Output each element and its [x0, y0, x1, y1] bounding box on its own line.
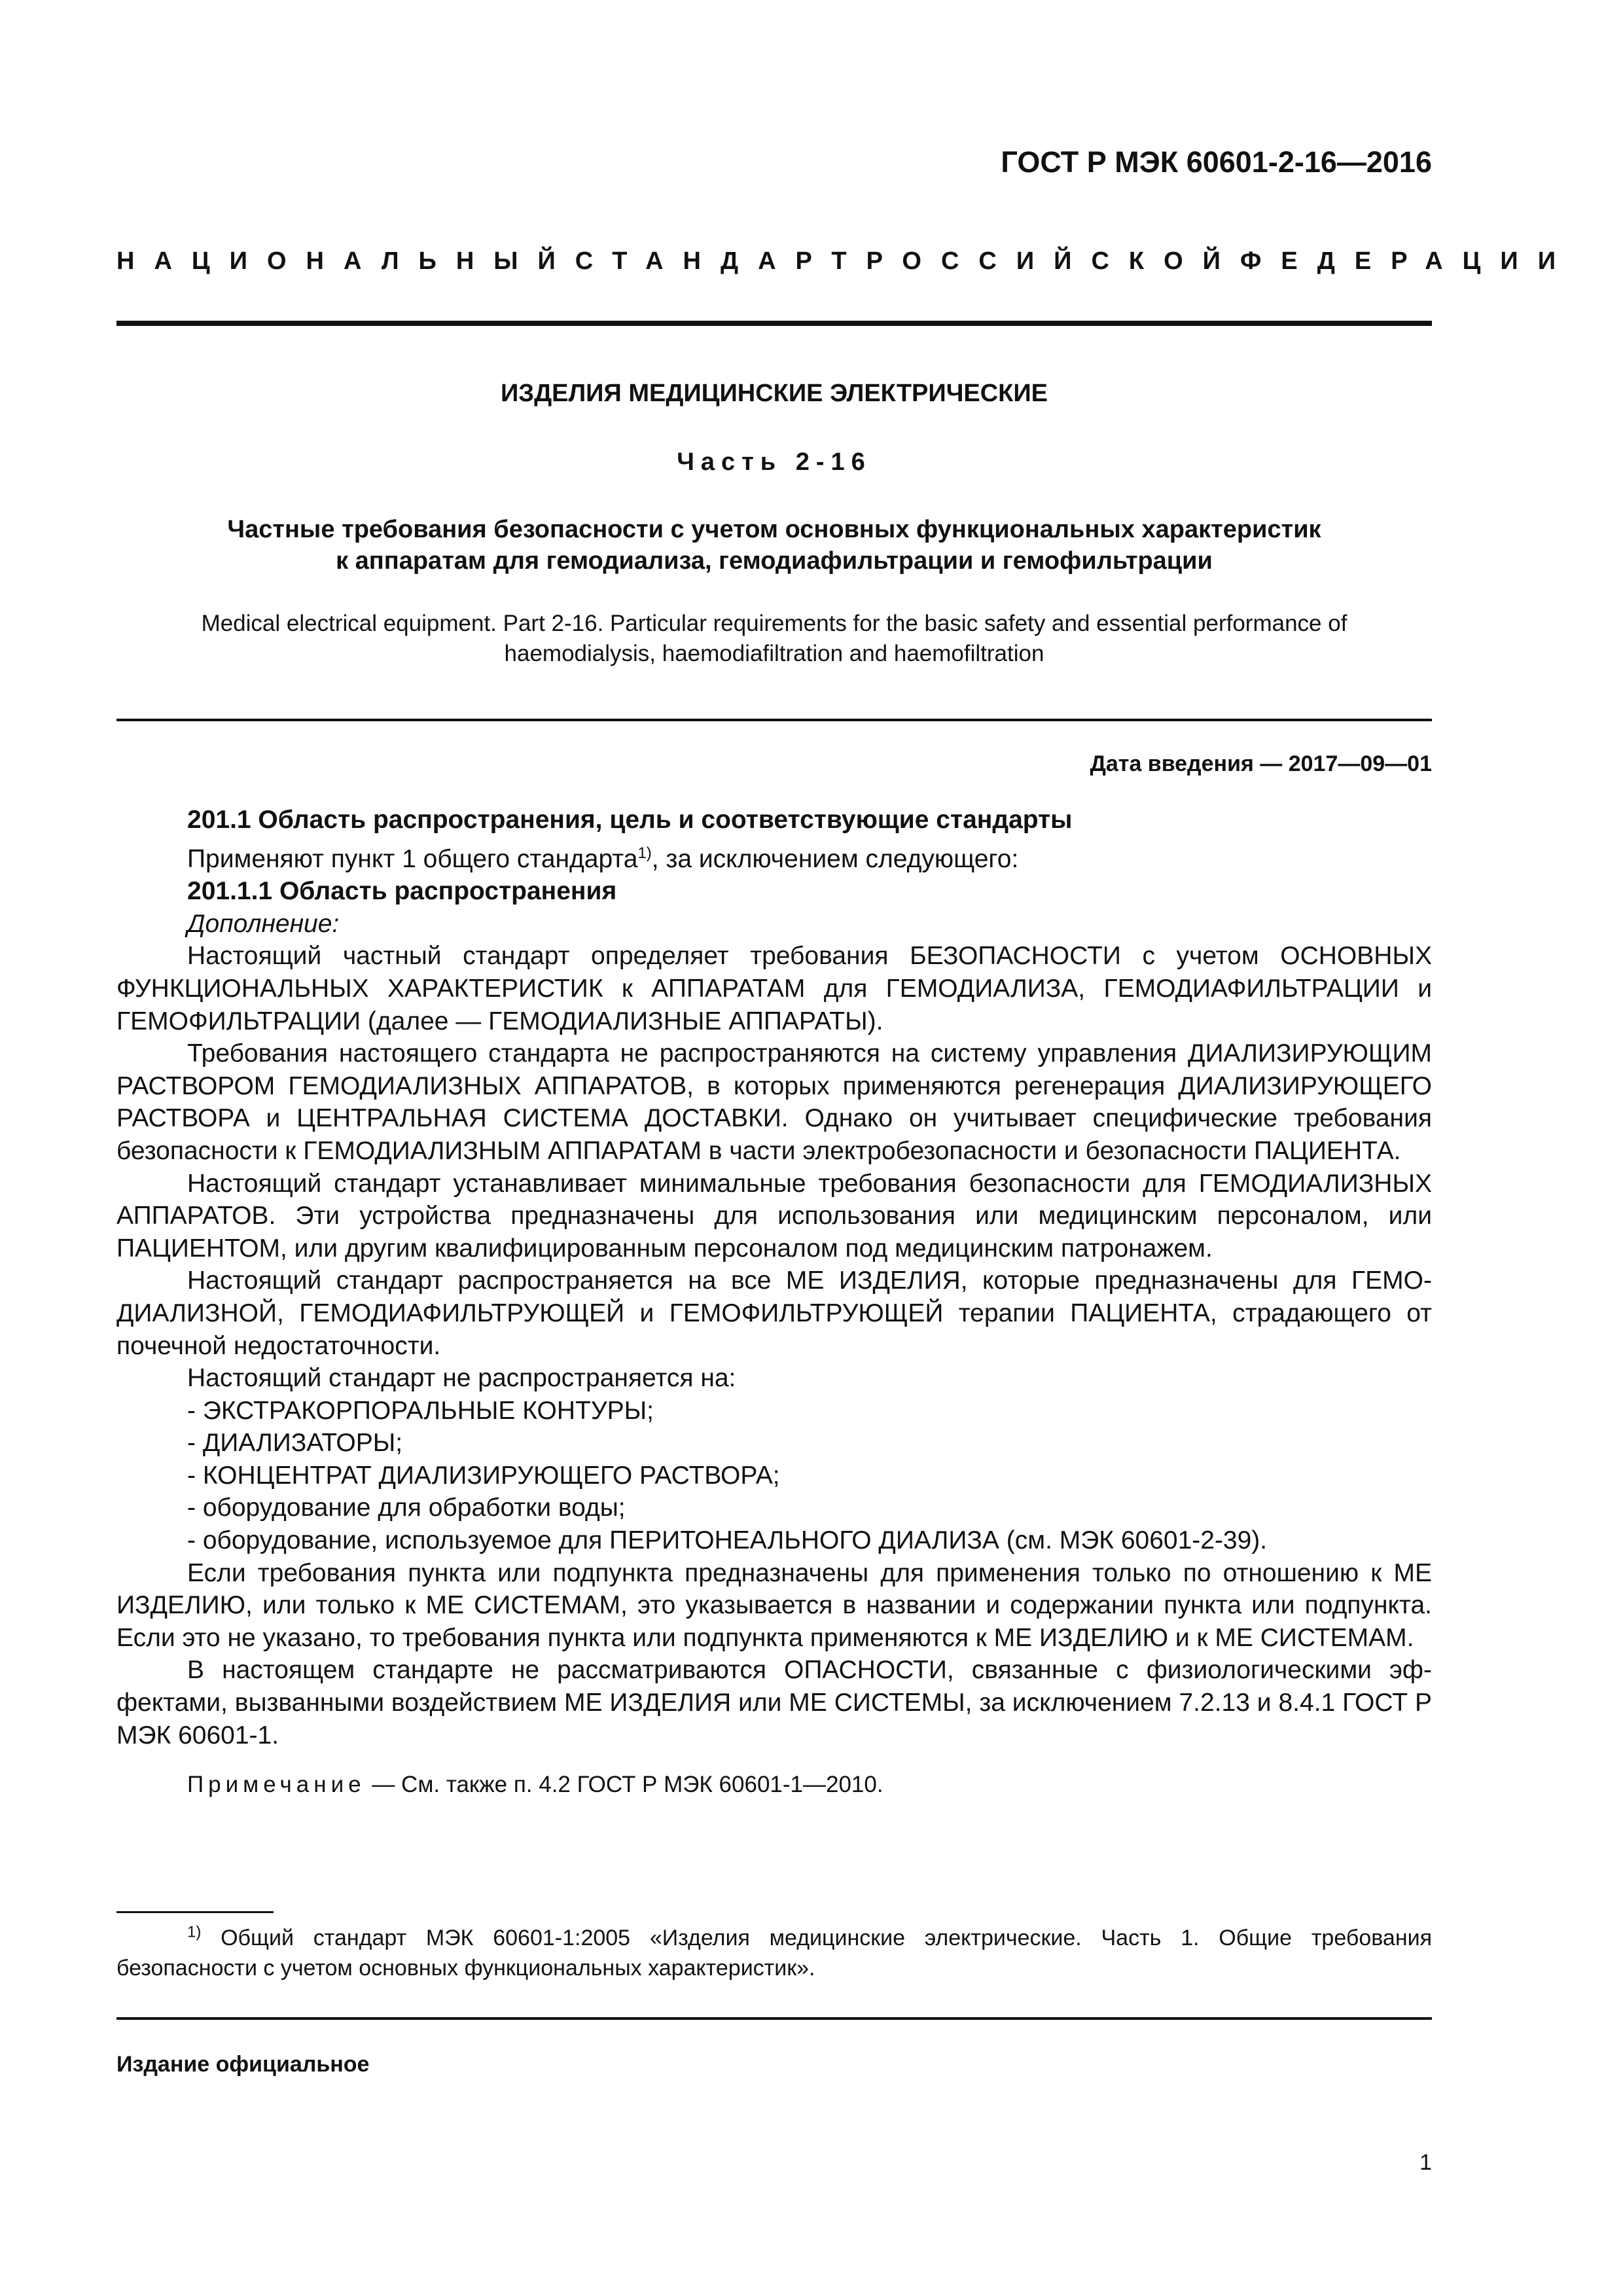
- note-label: Примечание: [187, 1772, 366, 1798]
- list-item: - ДИАЛИЗАТОРЫ;: [187, 1429, 403, 1458]
- document-title: ИЗДЕЛИЯ МЕДИЦИНСКИЕ ЭЛЕКТРИЧЕСКИЕ: [500, 380, 1048, 407]
- paragraph: Если требования пункта или подпункта предназначены для применения только по отношению к МЕ ИЗДЕЛИЮ, или только к МЕ СИСТЕМАМ, это указывается в названии и содержании пункта или подпункта. Если это не указано, то требования пункта или подпункта применяются к МЕ ИЗДЕЛИЮ и к МЕ СИСТЕМАМ.: [116, 1558, 1432, 1652]
- footnote-separator: [116, 1911, 274, 1913]
- paragraph: Требования настоящего стандарта не распространяются на систему управления ДИАЛИЗИРУЮЩИМ РАСТВОРОМ ГЕМОДИАЛИЗНЫХ АППАРАТОВ, в которых применяются регенерация ДИАЛИЗИРУЮЩЕГО РАСТВОРА и ЦЕНТРАЛЬНАЯ СИСТЕМА ДОСТАВКИ. Однако он учитывает специфические требования безопасности к ГЕМОДИАЛИЗНЫМ АППАРАТАМ в части электробезопасности и безопасности ПАЦИЕНТА.: [116, 1039, 1432, 1165]
- national-standard-banner: [116, 247, 1576, 276]
- addition-label: Дополнение:: [187, 909, 340, 938]
- paragraph: Настоящий стандарт не распространяется на:: [187, 1364, 736, 1393]
- document-subtitle: [116, 514, 1432, 577]
- banner-word: ФЕДЕРАЦИИ: [1240, 247, 1576, 275]
- page-number: 1: [1419, 2150, 1432, 2175]
- footnote: [116, 1923, 1432, 1983]
- introduction-date: Дата введения — 2017—09—01: [1090, 751, 1432, 776]
- section-heading: 201.1 Область распространения, цель и соответствующие стандарты: [187, 806, 1073, 834]
- footnote-ref: 1): [637, 844, 652, 862]
- document-body: [116, 804, 1432, 1801]
- list-item: - КОНЦЕНТРАТ ДИАЛИЗИРУЮЩЕГО РАСТВОРА;: [187, 1461, 780, 1490]
- subtitle-line: к аппаратам для гемодиализа, гемодиафильтрации и гемофильтрации: [336, 547, 1213, 575]
- paragraph: Настоящий стандарт распространяется на все МЕ ИЗДЕЛИЯ, которые предназначены для ГЕМОДИАЛИЗНОЙ, ГЕМОДИАФИЛЬТРУЮЩЕЙ и ГЕМОФИЛЬТРУЮЩЕЙ терапии ПАЦИЕНТА, страдающего от почечной недостаточности.: [116, 1266, 1432, 1360]
- banner-word: РОССИЙСКОЙ: [866, 247, 1240, 275]
- footnote-text: Общий стандарт МЭК 60601-1:2005 «Изделия медицинские электрические. Часть 1. Общие требования безопасности с учетом основных функциональных характеристик».: [116, 1926, 1432, 1981]
- note: [116, 1768, 1432, 1801]
- footer-divider: [116, 2017, 1432, 2020]
- banner-word: НАЦИОНАЛЬНЫЙ: [116, 247, 575, 275]
- standard-designation: ГОСТ Р МЭК 60601-2-16—2016: [1001, 145, 1432, 179]
- official-edition-label: Издание официальное: [116, 2052, 370, 2077]
- apply-text: Применяют пункт 1 общего стандарта: [187, 844, 638, 873]
- list-item: - ЭКСТРАКОРПОРАЛЬНЫЕ КОНТУРЫ;: [187, 1396, 654, 1425]
- paragraph: Настоящий стандарт устанавливает минимальные требования безопасности для ГЕМОДИАЛИЗНЫХ АППАРАТОВ. Эти устройства предназначены для использования или медицинским персоналом, или ПАЦИЕНТОМ, или другим квалифицированным персоналом под медицинским патронажем.: [116, 1169, 1432, 1263]
- subsection-heading: 201.1.1 Область распространения: [187, 877, 617, 906]
- paragraph: В настоящем стандарте не рассматриваются ОПАСНОСТИ, связанные с физиологическими эффектами, вызванными воздействием МЕ ИЗДЕЛИЯ или МЕ СИСТЕМЫ, за исключением 7.2.13 и 8.4.1 ГОСТ Р МЭК 60601-1.: [116, 1656, 1432, 1749]
- note-text: — См. также п. 4.2 ГОСТ Р МЭК 60601-1—2010.: [365, 1772, 883, 1798]
- list-item: - оборудование, используемое для ПЕРИТОНЕАЛЬНОГО ДИАЛИЗА (см. МЭК 60601-2-39).: [187, 1526, 1268, 1555]
- apply-text-end: , за исключением следующего:: [651, 844, 1019, 873]
- english-title-line: haemodialysis, haemodiafiltration and haemofiltration: [504, 641, 1044, 666]
- title-divider: [116, 719, 1432, 721]
- paragraph: Настоящий частный стандарт определяет требования БЕЗОПАСНОСТИ с учетом ОСНОВНЫХ ФУНКЦИОНАЛЬНЫХ ХАРАКТЕРИСТИК к АППАРАТАМ для ГЕМОДИАЛИЗА, ГЕМОДИАФИЛЬТРАЦИИ и ГЕМОФИЛЬТРАЦИИ (далее — ГЕМОДИАЛИЗНЫЕ АППАРАТЫ).: [116, 942, 1432, 1035]
- english-title-line: Medical electrical equipment. Part 2-16. Particular requirements for the basic safety and essential performance of: [201, 611, 1347, 636]
- banner-word: СТАНДАРТ: [575, 247, 866, 275]
- document-part: Часть 2-16: [677, 448, 872, 476]
- header-divider: [116, 321, 1432, 326]
- apply-paragraph: [116, 843, 1432, 876]
- footnote-marker: 1): [187, 1923, 202, 1941]
- english-title: [116, 609, 1432, 669]
- list-item: - оборудование для обработки воды;: [187, 1494, 626, 1522]
- subtitle-line: Частные требования безопасности с учетом основных функциональных характеристик: [227, 516, 1321, 543]
